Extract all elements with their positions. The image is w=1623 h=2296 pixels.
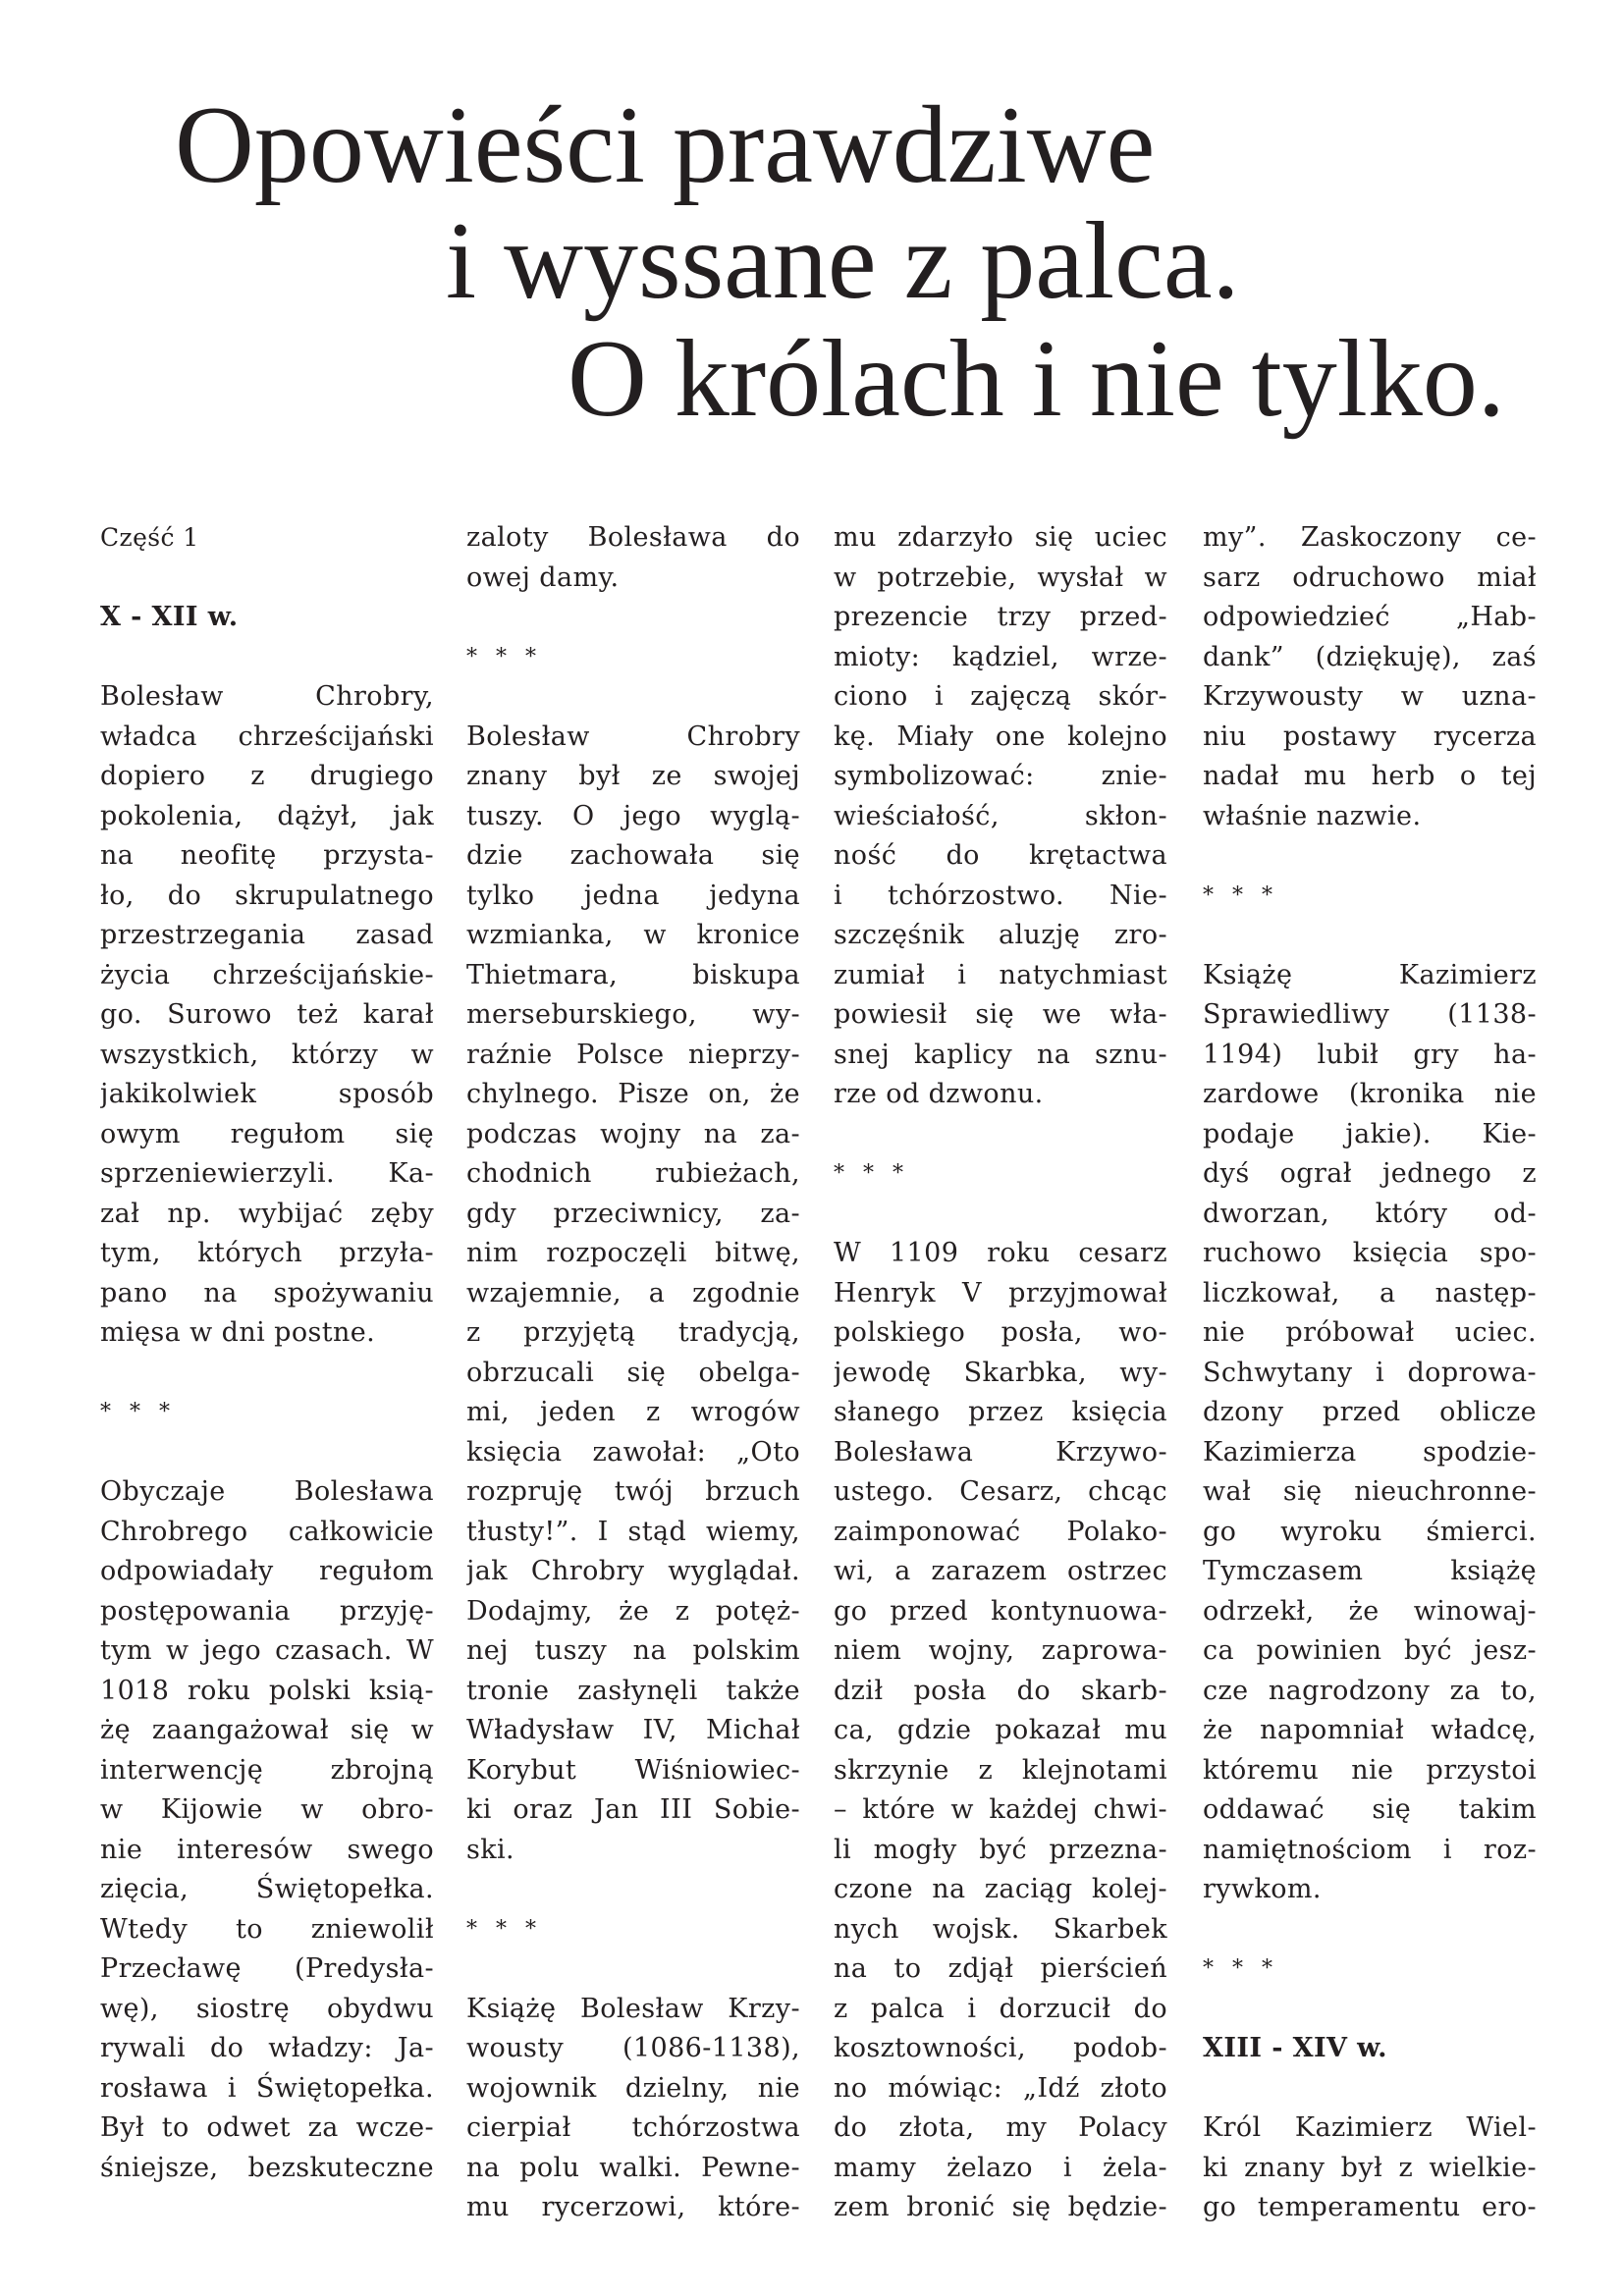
text-line: pokolenia, dążył, jak (100, 800, 434, 831)
text-line: liczkował, a następ- (1203, 1277, 1537, 1308)
text-line: prezencie trzy przed- (834, 602, 1167, 632)
text-column-2 (466, 518, 800, 2228)
text-line: ca powinien być jesz- (1203, 1635, 1537, 1666)
paragraph-gap (1203, 2069, 1537, 2109)
section-separator: * * * (466, 644, 542, 669)
text-line: Książę Bolesław Krzy- (466, 1993, 800, 2024)
text-line: na polu walki. Pewne- (466, 2152, 800, 2183)
text-line: dził posła do skarb- (834, 1675, 1167, 1706)
text-line: – które w każdej chwi- (834, 1794, 1167, 1825)
text-line: polskiego posła, wo- (834, 1317, 1167, 1348)
text-line: nie interesów swego (100, 1834, 434, 1865)
text-line: go temperamentu ero- (1203, 2192, 1537, 2222)
text-line: rosława i Świętopełka. (100, 2072, 434, 2104)
text-line: rozpruję twój brzuch (466, 1476, 800, 1507)
text-column-1 (100, 518, 434, 2188)
text-line: jewodę Skarbka, wy- (834, 1357, 1167, 1388)
text-line: do złota, my Polacy (834, 2112, 1167, 2143)
text-line: podczas wojny na za- (466, 1118, 800, 1149)
text-line: mu zdarzyło się uciec (834, 522, 1167, 553)
text-line: ność do krętactwa (834, 840, 1167, 871)
text-line: wousty (1086-1138), (466, 2033, 800, 2063)
text-line: odpowiadały regułom (100, 1556, 434, 1586)
text-line: dank” (dziękuję), zaś (1203, 641, 1537, 672)
text-line: tym, których przyła- (100, 1238, 434, 1268)
text-line: Schwytany i doprowa- (1203, 1357, 1537, 1388)
text-line: jakikolwiek sposób (100, 1079, 434, 1109)
text-line: na to zdjął pierścień (834, 1953, 1167, 1984)
text-line: W 1109 roku cesarz (834, 1238, 1167, 1268)
text-line: znany był ze swojej (466, 761, 800, 791)
text-line: Bolesława Krzywo- (834, 1436, 1167, 1468)
section-separator: * * * (1203, 1956, 1278, 1981)
paragraph-gap (466, 1949, 800, 1990)
text-line: życia chrześcijańskie- (100, 959, 434, 990)
article-title (0, 0, 1623, 491)
text-line: 1018 roku polski ksią- (100, 1675, 434, 1706)
section-separator: * * * (834, 1161, 909, 1186)
text-line: ustego. Cesarz, chcąc (834, 1476, 1167, 1507)
paragraph-gap (1203, 836, 1537, 877)
text-line: nadał mu herb o tej (1203, 761, 1537, 791)
text-line: rywkom. (1203, 1874, 1322, 1904)
section-heading: X - XII w. (100, 602, 239, 632)
text-line: podaje jakie). Kie- (1203, 1118, 1537, 1149)
text-line: dopiero z drugiego (100, 761, 434, 791)
paragraph-gap (1203, 1910, 1537, 1950)
text-line: zał np. wybijać zęby (100, 1198, 434, 1229)
text-line: ruchowo księcia spo- (1203, 1238, 1537, 1268)
text-line: Dodajmy, że z potęż- (466, 1595, 800, 1627)
text-line: rywali do władzy: Ja- (100, 2033, 434, 2063)
paragraph-gap (834, 1115, 1167, 1155)
text-line: w potrzebie, wysłał w (834, 561, 1167, 593)
text-line: Wtedy to zniewolił (100, 1913, 434, 1945)
text-line: zardowe (kronika nie (1203, 1079, 1537, 1109)
text-line: któremu nie przystoi (1203, 1754, 1537, 1786)
paragraph-gap (100, 559, 434, 599)
text-line: że napomniał władcę, (1203, 1715, 1537, 1745)
text-line: go przed kontynuowa- (834, 1595, 1167, 1627)
text-line: w Kijowie w obro- (100, 1794, 434, 1825)
text-line: czone na zaciąg kolej- (834, 1874, 1167, 1904)
text-line: wszystkich, którzy w (100, 1039, 434, 1070)
text-line: nej tuszy na polskim (466, 1635, 800, 1666)
text-line: dworzan, który od- (1203, 1198, 1537, 1229)
text-line: ło, do skrupulatnego (100, 880, 434, 911)
text-line: zem bronić się będzie- (834, 2192, 1167, 2222)
text-line: sarz odruchowo miał (1203, 561, 1537, 593)
text-line: i tchórzostwo. Nie- (834, 880, 1167, 911)
title-line-2: i wyssane z palca. (446, 200, 1240, 322)
text-line: z palca i dorzucił do (834, 1993, 1167, 2024)
text-line: oddawać się takim (1203, 1794, 1537, 1825)
section-heading: XIII - XIV w. (1203, 2033, 1387, 2063)
text-line: Korybut Wiśniowiec- (466, 1754, 800, 1786)
text-line: Krzywousty w uzna- (1203, 681, 1537, 712)
text-line: wzajemnie, a zgodnie (466, 1277, 800, 1308)
text-line: merseburskiego, wy- (466, 999, 800, 1030)
text-line: wał się nieuchronne- (1203, 1476, 1537, 1507)
title-line-1: Opowieści prawdziwe (175, 84, 1156, 206)
text-line: dzony przed oblicze (1203, 1397, 1537, 1427)
paragraph-gap (100, 638, 434, 678)
text-line: chodnich rubieżach, (466, 1158, 800, 1189)
part-label: Część 1 (100, 523, 199, 552)
text-line: tym w jego czasach. W (100, 1635, 434, 1666)
text-line: wę), siostrę obydwu (100, 1993, 434, 2024)
text-line: cze nagrodzony za to, (1203, 1675, 1537, 1706)
section-separator: * * * (100, 1400, 176, 1424)
text-line: Władysław IV, Michał (466, 1715, 800, 1745)
text-line: Kazimierza spodzie- (1203, 1436, 1537, 1468)
text-line: namiętnościom i roz- (1203, 1834, 1537, 1865)
text-line: chylnego. Pisze on, że (466, 1079, 800, 1109)
text-line: rze od dzwonu. (834, 1079, 1044, 1109)
text-line: owej damy. (466, 561, 620, 593)
text-column-4 (1203, 518, 1537, 2228)
text-line: wieściałość, skłon- (834, 800, 1167, 831)
text-line: władca chrześcijański (100, 721, 434, 752)
text-line: powiesił się we wła- (834, 999, 1167, 1030)
text-line: zaimponować Polako- (834, 1516, 1167, 1547)
text-line: Był to odwet za wcze- (100, 2112, 434, 2143)
paragraph-gap (1203, 916, 1537, 956)
text-line: my”. Zaskoczony ce- (1203, 522, 1537, 553)
text-line: mu rycerzowi, które- (466, 2192, 800, 2222)
text-line: księcia zawołał: „Oto (466, 1436, 800, 1468)
text-line: kę. Miały one kolejno (834, 721, 1167, 752)
text-line: jak Chrobry wyglądał. (466, 1556, 800, 1586)
text-line: zięcia, Świętopełka. (100, 1874, 434, 1904)
text-line: zumiał i natychmiast (834, 959, 1167, 990)
text-line: mamy żelazo i żela- (834, 2152, 1167, 2183)
text-line: Tymczasem książę (1203, 1556, 1537, 1586)
text-line: nim rozpoczęli bitwę, (466, 1238, 800, 1268)
text-line: Książę Kazimierz (1203, 959, 1537, 990)
text-line: Król Kazimierz Wiel- (1203, 2112, 1537, 2143)
paragraph-gap (466, 677, 800, 718)
text-line: Thietmara, biskupa (466, 959, 800, 990)
paragraph-gap (100, 1433, 434, 1473)
text-line: obrzucali się obelga- (466, 1357, 800, 1388)
text-line: Bolesław Chrobry (466, 721, 800, 752)
text-line: snej kaplicy na sznu- (834, 1039, 1167, 1070)
paragraph-gap (466, 1870, 800, 1910)
text-line: zaloty Bolesława do (466, 522, 800, 553)
text-line: Henryk V przyjmował (834, 1277, 1167, 1308)
text-line: nych wojsk. Skarbek (834, 1913, 1167, 1945)
text-line: odpowiedzieć „Hab- (1203, 602, 1537, 632)
text-line: Chrobrego całkowicie (100, 1516, 434, 1547)
text-line: na neofitę przysta- (100, 840, 434, 871)
text-line: mięsa w dni postne. (100, 1317, 376, 1348)
text-line: kosztowności, podob- (834, 2033, 1167, 2063)
text-line: wi, a zarazem ostrzec (834, 1556, 1167, 1586)
text-line: mioty: kądziel, wrze- (834, 641, 1167, 672)
text-line: 1194) lubił gry ha- (1203, 1039, 1537, 1070)
text-line: ski. (466, 1834, 515, 1865)
section-separator: * * * (1203, 882, 1278, 908)
text-line: raźnie Polsce nieprzy- (466, 1039, 800, 1070)
text-line: właśnie nazwie. (1203, 800, 1422, 831)
paragraph-gap (100, 1354, 434, 1394)
text-column-3 (834, 518, 1167, 2228)
text-line: tylko jedna jedyna (466, 880, 800, 911)
text-line: słanego przez księcia (834, 1397, 1167, 1427)
text-line: z przyjętą tradycją, (466, 1317, 800, 1348)
text-line: sprzeniewierzyli. Ka- (100, 1158, 434, 1189)
text-line: niem wojny, zaprowa- (834, 1635, 1167, 1666)
text-line: Bolesław Chrobry, (100, 681, 434, 712)
text-line: owym regułom się (100, 1118, 434, 1149)
text-line: Obyczaje Bolesława (100, 1476, 434, 1507)
text-line: tronie zasłynęli także (466, 1675, 800, 1706)
text-line: przestrzegania zasad (100, 920, 434, 950)
text-line: ca, gdzie pokazał mu (834, 1715, 1167, 1745)
text-line: odrzekł, że winowaj- (1203, 1595, 1537, 1627)
text-line: dyś ograł jednego z (1203, 1158, 1537, 1189)
text-line: cierpiał tchórzostwa (466, 2112, 800, 2143)
text-line: tuszy. O jego wyglą- (466, 800, 800, 831)
text-line: niu postawy rycerza (1203, 721, 1537, 752)
text-line: go. Surowo też karał (100, 999, 434, 1030)
text-line: tłusty!”. I stąd wiemy, (466, 1516, 800, 1547)
text-line: skrzynie z klejnotami (834, 1754, 1167, 1786)
text-line: wojownik dzielny, nie (466, 2072, 800, 2104)
text-line: mi, jeden z wrogów (466, 1397, 800, 1427)
text-line: symbolizować: znie- (834, 761, 1167, 791)
title-line-3: O królach i nie tylko. (568, 318, 1505, 440)
text-line: śniejsze, bezskuteczne (100, 2152, 434, 2183)
text-line: Przecławę (Predysła- (100, 1953, 434, 1984)
text-line: li mogły być przezna- (834, 1834, 1167, 1865)
text-line: pano na spożywaniu (100, 1277, 434, 1308)
text-line: no mówiąc: „Idź złoto (834, 2072, 1167, 2104)
section-separator: * * * (466, 1916, 542, 1942)
text-line: gdy przeciwnicy, za- (466, 1198, 800, 1229)
text-line: ciono i zajęczą skór- (834, 681, 1167, 712)
text-line: ki oraz Jan III Sobie- (466, 1794, 800, 1825)
text-line: nie próbował uciec. (1203, 1317, 1537, 1348)
text-line: żę zaangażował się w (100, 1715, 434, 1745)
text-line: Sprawiedliwy (1138- (1203, 999, 1537, 1030)
text-line: dzie zachowała się (466, 840, 800, 871)
paragraph-gap (1203, 1990, 1537, 2030)
paragraph-gap (834, 1195, 1167, 1235)
text-line: wzmianka, w kronice (466, 920, 800, 950)
text-line: interwencję zbrojną (100, 1754, 434, 1786)
paragraph-gap (466, 598, 800, 638)
text-line: postępowania przyję- (100, 1595, 434, 1627)
text-line: go wyroku śmierci. (1203, 1516, 1537, 1547)
text-line: ki znany był z wielkie- (1203, 2152, 1537, 2183)
text-line: szczęśnik aluzję zro- (834, 920, 1167, 950)
